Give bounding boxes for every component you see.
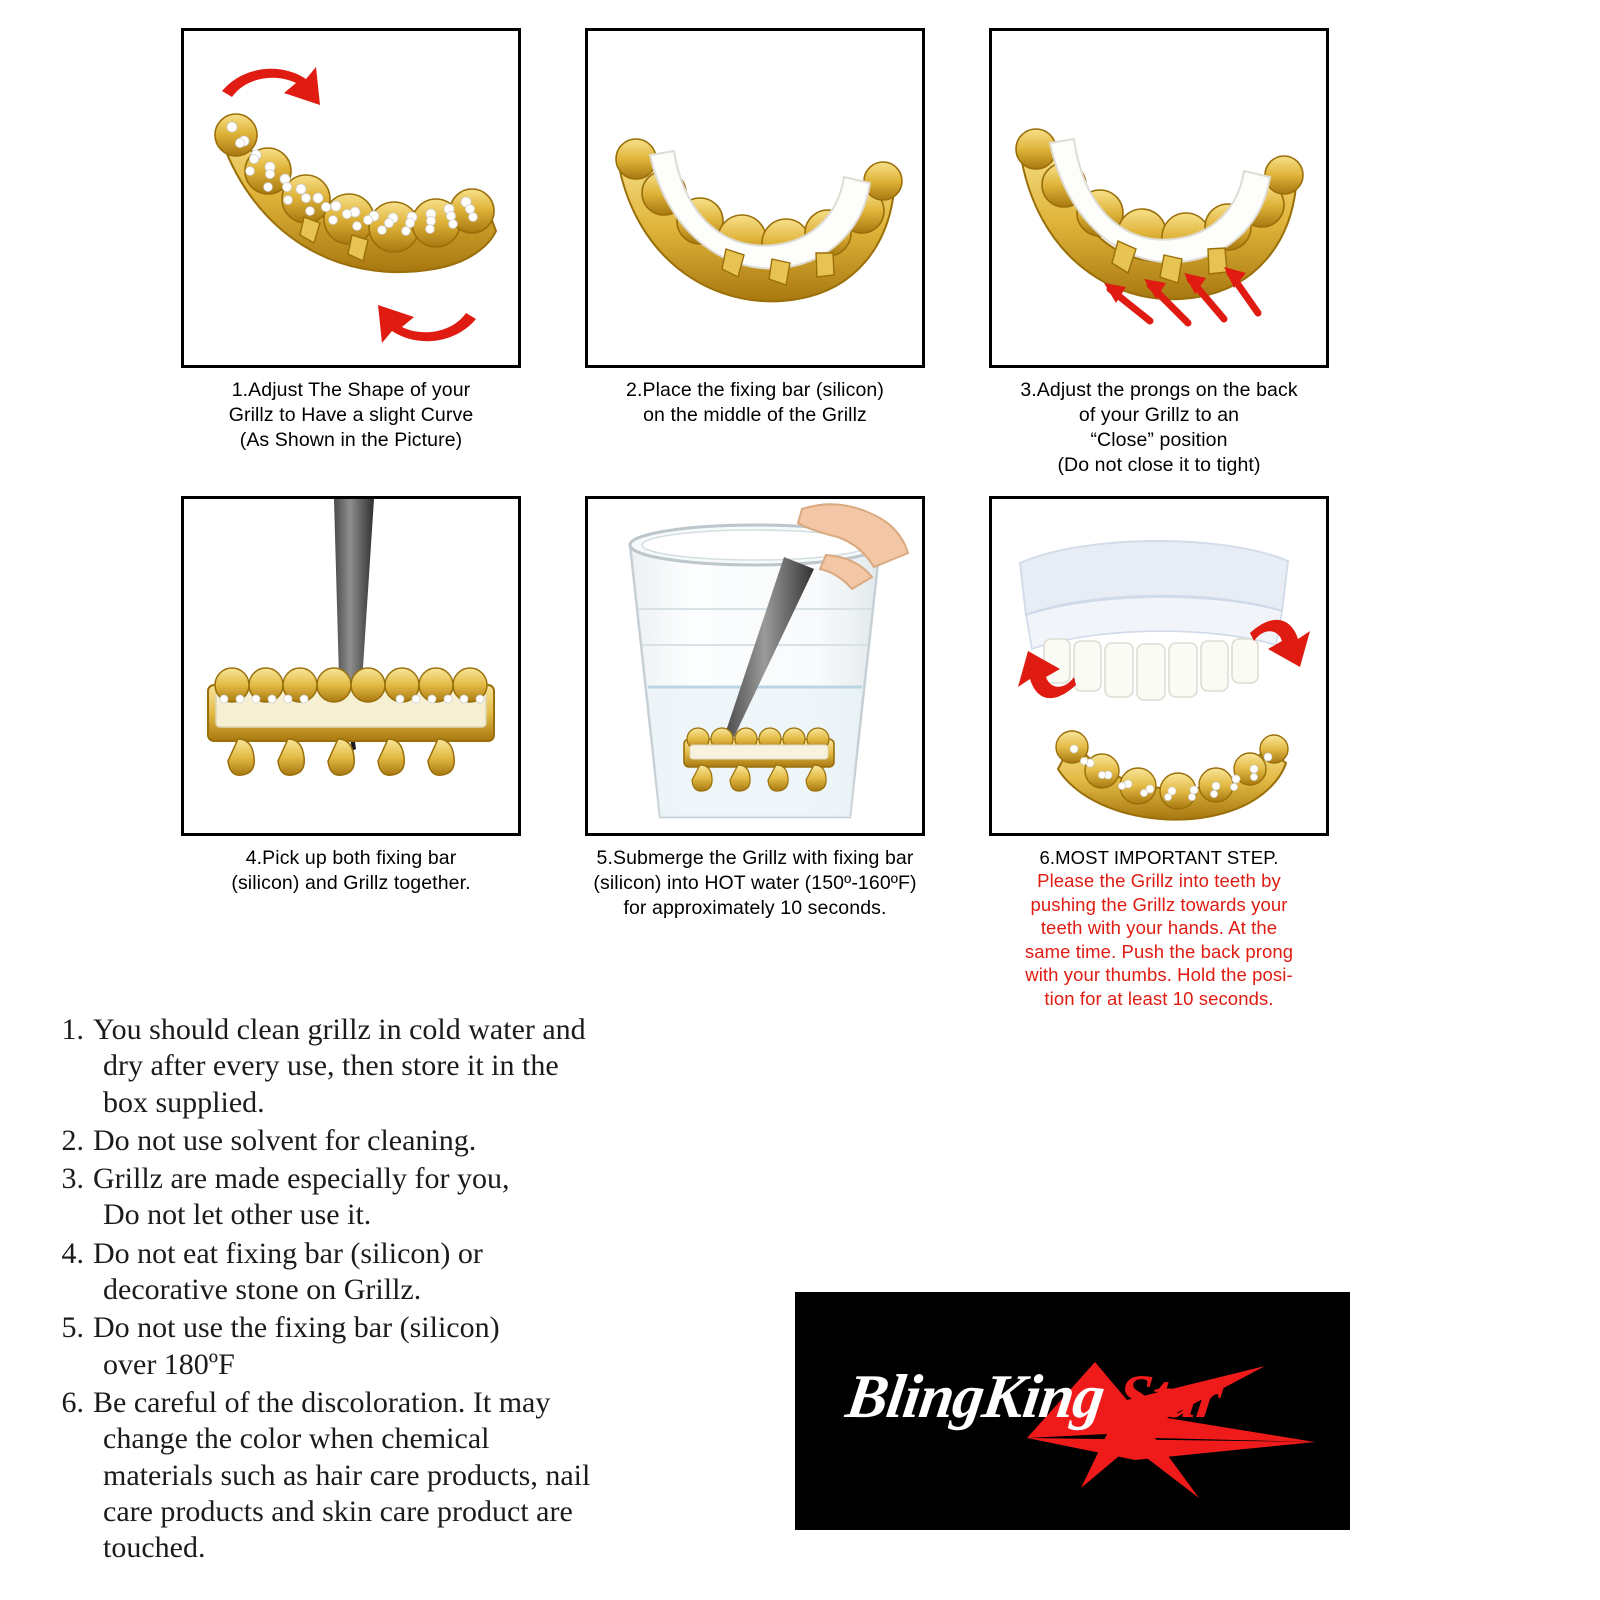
step-3-caption-line-2: of your Grillz to an xyxy=(1078,403,1240,426)
brand-logo xyxy=(795,1292,1350,1530)
care-item-1-line-2: dry after every use, then store it in the xyxy=(103,1049,559,1083)
step-5-caption-line-3: for approximately 10 seconds. xyxy=(623,896,887,919)
step-5-image xyxy=(585,496,925,836)
step-4-caption xyxy=(231,846,470,896)
care-item-1-line-3: box supplied. xyxy=(103,1085,265,1119)
care-instructions-list xyxy=(48,1012,768,1568)
care-item-1-number: 1. xyxy=(61,1013,84,1046)
step-2 xyxy=(584,28,926,478)
grillz-prongs-with-red-arrows-illustration xyxy=(992,31,1326,365)
step-3-caption-line-1: 3.Adjust the prongs on the back xyxy=(1020,379,1298,401)
steps-row-2 xyxy=(180,496,1330,1010)
step-1 xyxy=(180,28,522,478)
brand-logo-text-part1: BlingKing xyxy=(842,1363,1109,1431)
grillz-with-silicon-bar-illustration xyxy=(588,31,922,365)
step-5 xyxy=(584,496,926,1010)
care-item-6-line-5: touched. xyxy=(103,1531,206,1565)
step-2-caption-line-2: on the middle of the Grillz xyxy=(643,403,867,426)
care-item-2-text xyxy=(93,1123,768,1159)
step-6-caption-line-6: tion for at least 10 seconds. xyxy=(1044,987,1274,1009)
step-4-caption-line-2: (silicon) and Grillz together. xyxy=(231,871,471,894)
step-6-caption-header: 6.MOST IMPORTANT STEP. xyxy=(1039,846,1279,868)
care-item-5 xyxy=(48,1310,768,1383)
teeth-model-with-grillz-illustration xyxy=(992,499,1326,833)
step-6-caption-line-5: with your thumbs. Hold the posi- xyxy=(1025,964,1293,986)
care-item-6 xyxy=(48,1385,768,1566)
step-4-image xyxy=(181,496,521,836)
step-5-caption xyxy=(593,846,916,921)
care-item-4-number: 4. xyxy=(61,1236,84,1270)
care-item-5-number: 5. xyxy=(61,1311,84,1345)
step-1-caption-line-3: (As Shown in the Picture) xyxy=(239,428,463,451)
care-item-2 xyxy=(48,1123,768,1159)
step-6-caption xyxy=(1025,846,1293,1010)
step-6-caption-line-2: pushing the Grillz towards your xyxy=(1030,893,1288,915)
care-item-4-text xyxy=(93,1236,768,1309)
care-item-6-text xyxy=(93,1385,768,1566)
care-item-6-line-2: change the color when chemical xyxy=(103,1422,490,1456)
care-item-4-line-1: Do not eat fixing bar (silicon) or xyxy=(93,1236,483,1270)
grillz-curve-with-arrows-illustration xyxy=(184,31,518,365)
care-item-3-line-1: Grillz are made especially for you, xyxy=(93,1162,510,1196)
step-1-image xyxy=(181,28,521,368)
step-6-caption-line-4: same time. Push the back prong xyxy=(1024,940,1294,962)
care-item-3-text xyxy=(93,1161,768,1234)
step-4-caption-line-1: 4.Pick up both fixing bar xyxy=(245,846,457,869)
step-2-caption xyxy=(626,378,884,428)
step-2-image xyxy=(585,28,925,368)
step-2-caption-line-1: 2.Place the fixing bar (silicon) xyxy=(626,379,884,401)
step-6 xyxy=(988,496,1330,1010)
step-5-caption-line-2: (silicon) into HOT water (150º-160ºF) xyxy=(593,871,917,894)
step-3-caption-line-3: “Close” position xyxy=(1090,428,1228,451)
step-1-caption-line-2: Grillz to Have a slight Curve xyxy=(228,403,474,426)
care-item-4 xyxy=(48,1236,768,1309)
care-item-6-line-4: care products and skin care product are xyxy=(103,1494,573,1528)
care-item-6-line-3: materials such as hair care products, nail xyxy=(103,1458,591,1492)
care-item-1-text xyxy=(93,1012,768,1121)
step-6-image xyxy=(989,496,1329,836)
care-item-6-number: 6. xyxy=(61,1385,84,1419)
steps-row-1 xyxy=(180,28,1330,478)
care-item-3 xyxy=(48,1161,768,1234)
step-6-caption-line-1: Please the Grillz into teeth by xyxy=(1037,870,1281,892)
care-item-1-line-1: You should clean grillz in cold water and xyxy=(93,1013,586,1046)
step-3-caption xyxy=(1020,378,1297,478)
brand-logo-text xyxy=(842,1362,1226,1433)
care-item-3-number: 3. xyxy=(61,1162,84,1196)
step-3 xyxy=(988,28,1330,478)
care-item-6-line-1: Be careful of the discoloration. It may xyxy=(93,1385,551,1419)
cup-of-hot-water-with-grillz-illustration xyxy=(588,499,922,833)
step-4 xyxy=(180,496,522,1010)
care-item-5-text xyxy=(93,1310,768,1383)
care-item-1 xyxy=(48,1012,768,1121)
care-item-3-line-2: Do not let other use it. xyxy=(103,1198,372,1232)
care-item-4-line-2: decorative stone on Grillz. xyxy=(103,1273,422,1307)
care-item-2-number: 2. xyxy=(61,1123,84,1157)
step-3-caption-line-4: (Do not close it to tight) xyxy=(1057,453,1261,476)
step-6-caption-line-3: teeth with your hands. At the xyxy=(1040,917,1278,939)
brand-logo-text-part2: Star xyxy=(1098,1363,1226,1431)
step-3-image xyxy=(989,28,1329,368)
care-item-5-line-1: Do not use the fixing bar (silicon) xyxy=(93,1311,500,1345)
step-1-caption-line-1: 1.Adjust The Shape of your xyxy=(231,379,471,401)
care-item-2-line-1: Do not use solvent for cleaning. xyxy=(93,1123,477,1157)
instruction-steps-grid xyxy=(180,28,1330,1010)
step-5-caption-line-1: 5.Submerge the Grillz with fixing bar xyxy=(596,846,914,869)
tweezers-holding-grillz-illustration xyxy=(184,499,518,833)
care-item-5-line-2: over 180ºF xyxy=(103,1347,235,1381)
step-1-caption xyxy=(229,378,474,453)
